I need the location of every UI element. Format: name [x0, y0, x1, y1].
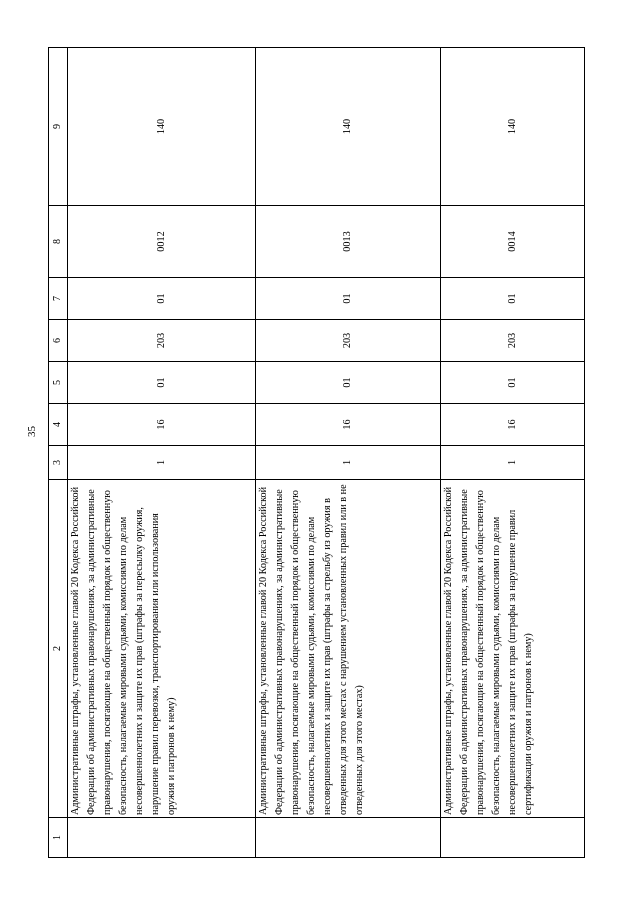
header-cell-5: 5 — [49, 362, 68, 404]
cell-col5: 01 — [68, 362, 256, 404]
cell-col8: 0012 — [68, 206, 256, 278]
cell-col6: 203 — [68, 320, 256, 362]
header-cell-9: 9 — [49, 48, 68, 206]
budget-classification-table — [48, 47, 585, 858]
header-row — [49, 48, 68, 858]
header-cell-7: 7 — [49, 278, 68, 320]
header-cell-1: 1 — [49, 818, 68, 858]
rotated-table-container — [48, 48, 582, 858]
table-row — [256, 48, 441, 858]
header-cell-4: 4 — [49, 404, 68, 446]
cell-col1 — [256, 818, 441, 858]
header-cell-2: 2 — [49, 480, 68, 818]
cell-col4: 16 — [256, 404, 441, 446]
cell-description: Административные штрафы, установленные главой 20 Кодекса Российской Федерации об административных правонарушениях, за административные правонарушения, посягающие на общественный порядок и общественную безопасность, налагаемые мировыми судьями, комиссиями по делам несовершеннолетних и защите их прав (штрафы за пересылку оружия, нарушение правил перевозки, транспортирования или использования оружия и патронов к нему) — [68, 480, 256, 818]
cell-col4: 16 — [68, 404, 256, 446]
cell-col7: 01 — [441, 278, 585, 320]
cell-col7: 01 — [68, 278, 256, 320]
cell-col1 — [441, 818, 585, 858]
cell-col3: 1 — [256, 446, 441, 480]
cell-description: Административные штрафы, установленные главой 20 Кодекса Российской Федерации об административных правонарушениях, за административные правонарушения, посягающие на общественный порядок и общественную безопасность, налагаемые мировыми судьями, комиссиями по делам несовершеннолетних и защите их прав (штрафы за нарушение правил сертификации оружия и патронов к нему) — [441, 480, 585, 818]
cell-col1 — [68, 818, 256, 858]
cell-col9: 140 — [441, 48, 585, 206]
page-number: 35 — [26, 426, 38, 437]
header-cell-6: 6 — [49, 320, 68, 362]
cell-col9: 140 — [256, 48, 441, 206]
table-row — [441, 48, 585, 858]
cell-col3: 1 — [441, 446, 585, 480]
header-cell-8: 8 — [49, 206, 68, 278]
cell-col5: 01 — [441, 362, 585, 404]
cell-col8: 0013 — [256, 206, 441, 278]
cell-col5: 01 — [256, 362, 441, 404]
cell-col7: 01 — [256, 278, 441, 320]
cell-col8: 0014 — [441, 206, 585, 278]
cell-col4: 16 — [441, 404, 585, 446]
cell-col6: 203 — [256, 320, 441, 362]
cell-col6: 203 — [441, 320, 585, 362]
header-cell-3: 3 — [49, 446, 68, 480]
cell-col9: 140 — [68, 48, 256, 206]
cell-description: Административные штрафы, установленные главой 20 Кодекса Российской Федерации об административных правонарушениях, за административные правонарушения, посягающие на общественный порядок и общественную безопасность, налагаемые мировыми судьями, комиссиями по делам несовершеннолетних и защите их прав (штрафы за стрельбу из оружия в отведенных для этого местах с нарушением установленных правил или в не отведенных для этого местах) — [256, 480, 441, 818]
table-row — [68, 48, 256, 858]
cell-col3: 1 — [68, 446, 256, 480]
